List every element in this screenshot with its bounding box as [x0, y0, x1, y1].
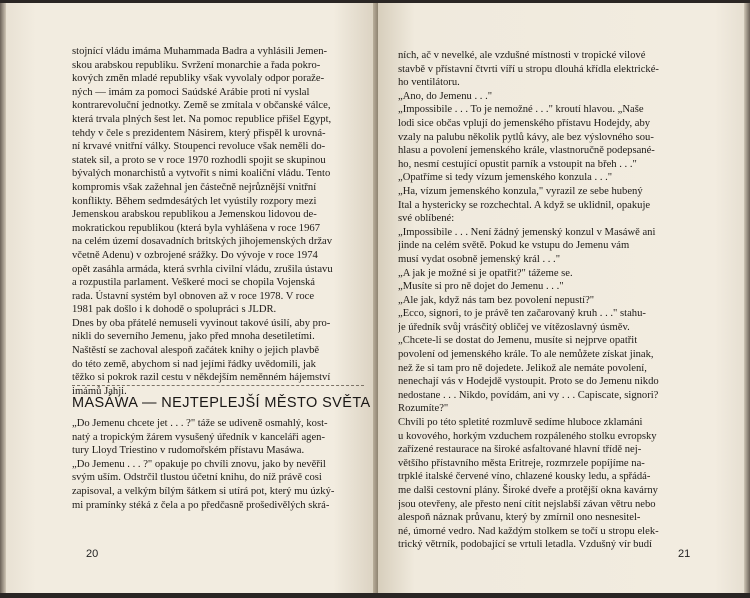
text-line: trpklé italské červené víno, chlazené kousky ledu, a spřádá-: [398, 471, 651, 483]
section-divider: [72, 385, 364, 387]
text-line: Dnes by oba přátelé nemuseli vyvinout takové úsilí, aby pro-: [72, 317, 331, 329]
text-line: ních, ač v nevelké, ale vzdušné místnosti v tropické vilové: [398, 50, 646, 61]
left-page-body-bottom: [72, 417, 362, 512]
page-number-right: 21: [678, 548, 691, 560]
text-line: která trvala plných šest let. Na pomoc republice přišel Egypt,: [72, 113, 332, 125]
text-line: „Impossibile . . . Není žádný jemenský konzul v Masáwě ani: [398, 226, 656, 238]
text-line: zařízené restaurace na široké asfaltované hlavní třídě nej-: [398, 444, 642, 456]
text-line: je úředník svůj vrásčitý obličej ve vítězoslavný úsměv.: [398, 321, 630, 333]
text-line: musí vydat osobně jemenský král . . .": [398, 253, 561, 265]
text-line: mokratickou republikou (která byla vyhlášena v roce 1967: [72, 222, 320, 234]
text-line: bývalých monarchistů a vytvořit s nimi koaliční vládu. Tento: [72, 168, 331, 180]
text-line: lodi sice občas vplují do jemenského přístavu Hodejdy, aby: [398, 117, 651, 129]
text-line: „Ano, do Jemenu . . .": [398, 90, 493, 102]
text-line: vzaly na palubu několik pytlů kávy, ale bez výslovného sou-: [398, 131, 654, 143]
text-line: svým uším. Odstrčil tlustou účetní knihu, do níž právě cosi: [72, 472, 322, 484]
text-line: jinde na celém světě. Pokud ke vstupu do Jemenu vám: [398, 240, 630, 252]
text-line: Ital a hystericky se rozchechtal. A když se uklidnil, opakuje: [398, 199, 651, 211]
text-line: hlasu a povolení jemenského krále, vlastnoručně podepsané-: [398, 145, 655, 157]
text-line: trický větrník, podobající se vrtuli letadla. Vzdušný vír budí: [398, 539, 653, 551]
text-line: jsou otevřeny, ale přesto není cítit nejslabší závan větru nebo: [398, 498, 656, 510]
text-line: těžko si pokrok razil cestu v někdejším neměnném hájemství: [72, 372, 331, 384]
text-line: Naštěstí se zachoval alespoň začátek knihy o jejich plavbě: [72, 345, 320, 357]
text-line: Jemenskou arabskou republikou a Jemenskou lidovou de-: [72, 209, 317, 221]
text-line: „Chcete-li se dostat do Jemenu, musíte si nejprve opatřit: [398, 335, 638, 347]
text-line: tury Lloyd Triestino v rudomořském přístavu Masáwa.: [72, 445, 305, 457]
text-line: statek sil, a proto se v roce 1970 rozhodli spojit se skupinou: [72, 154, 326, 166]
section-heading: MASÁWA — NEJTEPLEJŠÍ MĚSTO SVĚTA: [72, 395, 371, 411]
text-line: než že si tam pro ně dojedete. Jelikož ale nemáte povolení,: [398, 362, 647, 374]
text-line: „Musíte si pro ně dojet do Jemenu . . .": [398, 281, 564, 293]
text-line: ných — imám za pomoci Saúdské Arábie proti ní vyslal: [72, 86, 310, 98]
text-line: u kovového, horkým vzduchem rozpáleného stolku evropsky: [398, 430, 657, 442]
text-line: mi pramínky stéká z čela a po předčasně prošedivělých skrá-: [72, 499, 330, 511]
text-line: imámů Jahji.: [72, 385, 127, 397]
text-line: kompromis však zažehnal jen částečně nejrůznější vnitřní: [72, 181, 317, 193]
text-line: do této země, abychom si nad jejími řádky uvědomili, jak: [72, 358, 316, 370]
text-line: tehdy v čele s prezidentem Násirem, který přispěl k urovná-: [72, 127, 326, 139]
text-line: „A jak je možné si je opatřit?" tážeme se.: [398, 267, 573, 279]
text-line: povolení od jemenského krále. To ale nemůžete získat jinak,: [398, 349, 654, 361]
text-line: a rozpustila parlament. Veškeré moci se chopila Vojenská: [72, 277, 315, 289]
text-line: na celém území dosavadních britských jihojemenských držav: [72, 236, 333, 248]
text-line: ní krvavé vnitřní války. Stoupenci revoluce však neměli do-: [72, 141, 326, 153]
page-number-left: 20: [86, 548, 99, 560]
text-line: ho, nesmí cestující opustit parník a vstoupit na břeh . . .": [398, 158, 637, 170]
text-line: nenechají vás v Hodejdě vystoupit. Proto se do Jemenu nikdo: [398, 376, 659, 388]
text-line: kontrarevoluční jednotky. Země se zmítala v občanské válce,: [72, 100, 331, 112]
text-line: „Do Jemenu . . . ?" opakuje po chvíli znovu, jako by nevěřil: [72, 458, 326, 470]
left-page-body-top: [72, 45, 362, 398]
text-line: „Do Jemenu chcete jet . . . ?" táže se udiveně osmahlý, kost-: [72, 418, 328, 429]
text-line: „Impossibile . . . To je nemožné . . ." kroutí hlavou. „Naše: [398, 104, 644, 116]
text-line: 1981 pak došlo i k dohodě o spolupráci s JLDR.: [72, 304, 277, 316]
text-line: Chvíli po této spletité rozmluvě sedíme hluboce zklamáni: [398, 417, 643, 429]
right-page: [378, 3, 744, 593]
text-line: zapisoval, a velkým bílým šátkem si utírá pot, který mu úzký-: [72, 485, 335, 497]
left-page: [6, 3, 378, 593]
text-line: opět zasáhla armáda, která svrhla civilní vládu, zrušila ústavu: [72, 263, 333, 275]
text-line: včetně Adenu) v ozbrojené srážky. Do vývoje v roce 1974: [72, 249, 318, 261]
right-page-body: [398, 49, 690, 552]
text-line: své oblíbené:: [398, 213, 455, 225]
text-line: rada. Ústavní systém byl obnoven až v roce 1978. V roce: [72, 290, 315, 302]
book-edge-right: [744, 3, 750, 593]
text-line: „Ecco, signori, to je právě ten začarovaný kruh . . ." stahu-: [398, 308, 646, 320]
text-line: skou arabskou republiku. Svržení monarchie a řada pokro-: [72, 59, 321, 71]
text-line: „Opatříme si tedy vízum jemenského konzula . . .": [398, 172, 613, 184]
text-line: Rozumíte?": [398, 403, 449, 415]
text-line: stavbě v přístavní čtvrti víří u stropu dlouhá křídla elektrické-: [398, 63, 659, 75]
book-spread: [6, 3, 744, 593]
text-line: nikli do severního Jemenu, jako před mnoha desetiletími.: [72, 331, 315, 343]
text-line: „Ha, vízum jemenského konzula," vyrazil ze sebe hubený: [398, 185, 643, 197]
text-line: konflikty. Během sedmdesátých let vyústily rozpory mezi: [72, 195, 317, 207]
text-line: ho ventilátoru.: [398, 77, 460, 89]
text-line: nedostane . . . Nikdo, povídám, ani vy . . . Capiscate, signori?: [398, 389, 659, 401]
text-line: me dalši cestovní plány. Široké dveře a protější okna kavárny: [398, 485, 658, 496]
text-line: natý a tropickým žárem vysušený úředník v kanceláři agen-: [72, 431, 325, 443]
text-line: alespoň náznak průvanu, který by zmírnil ono nesnesitel-: [398, 512, 641, 524]
text-line: stojnící vládu imáma Muhammada Badra a vyhlásili Jemen-: [72, 46, 328, 57]
text-line: né, úmorné vedro. Nad každým stolkem se točí u stropu elek-: [398, 525, 659, 537]
text-line: „Ale jak, když nás tam bez povolení nepustí?": [398, 294, 595, 306]
text-line: většího přístavního města Eritreje, rozmrzele popíjíme na-: [398, 457, 645, 469]
text-line: kových změn mladé republiky však vyvolaly odpor poraže-: [72, 73, 325, 85]
